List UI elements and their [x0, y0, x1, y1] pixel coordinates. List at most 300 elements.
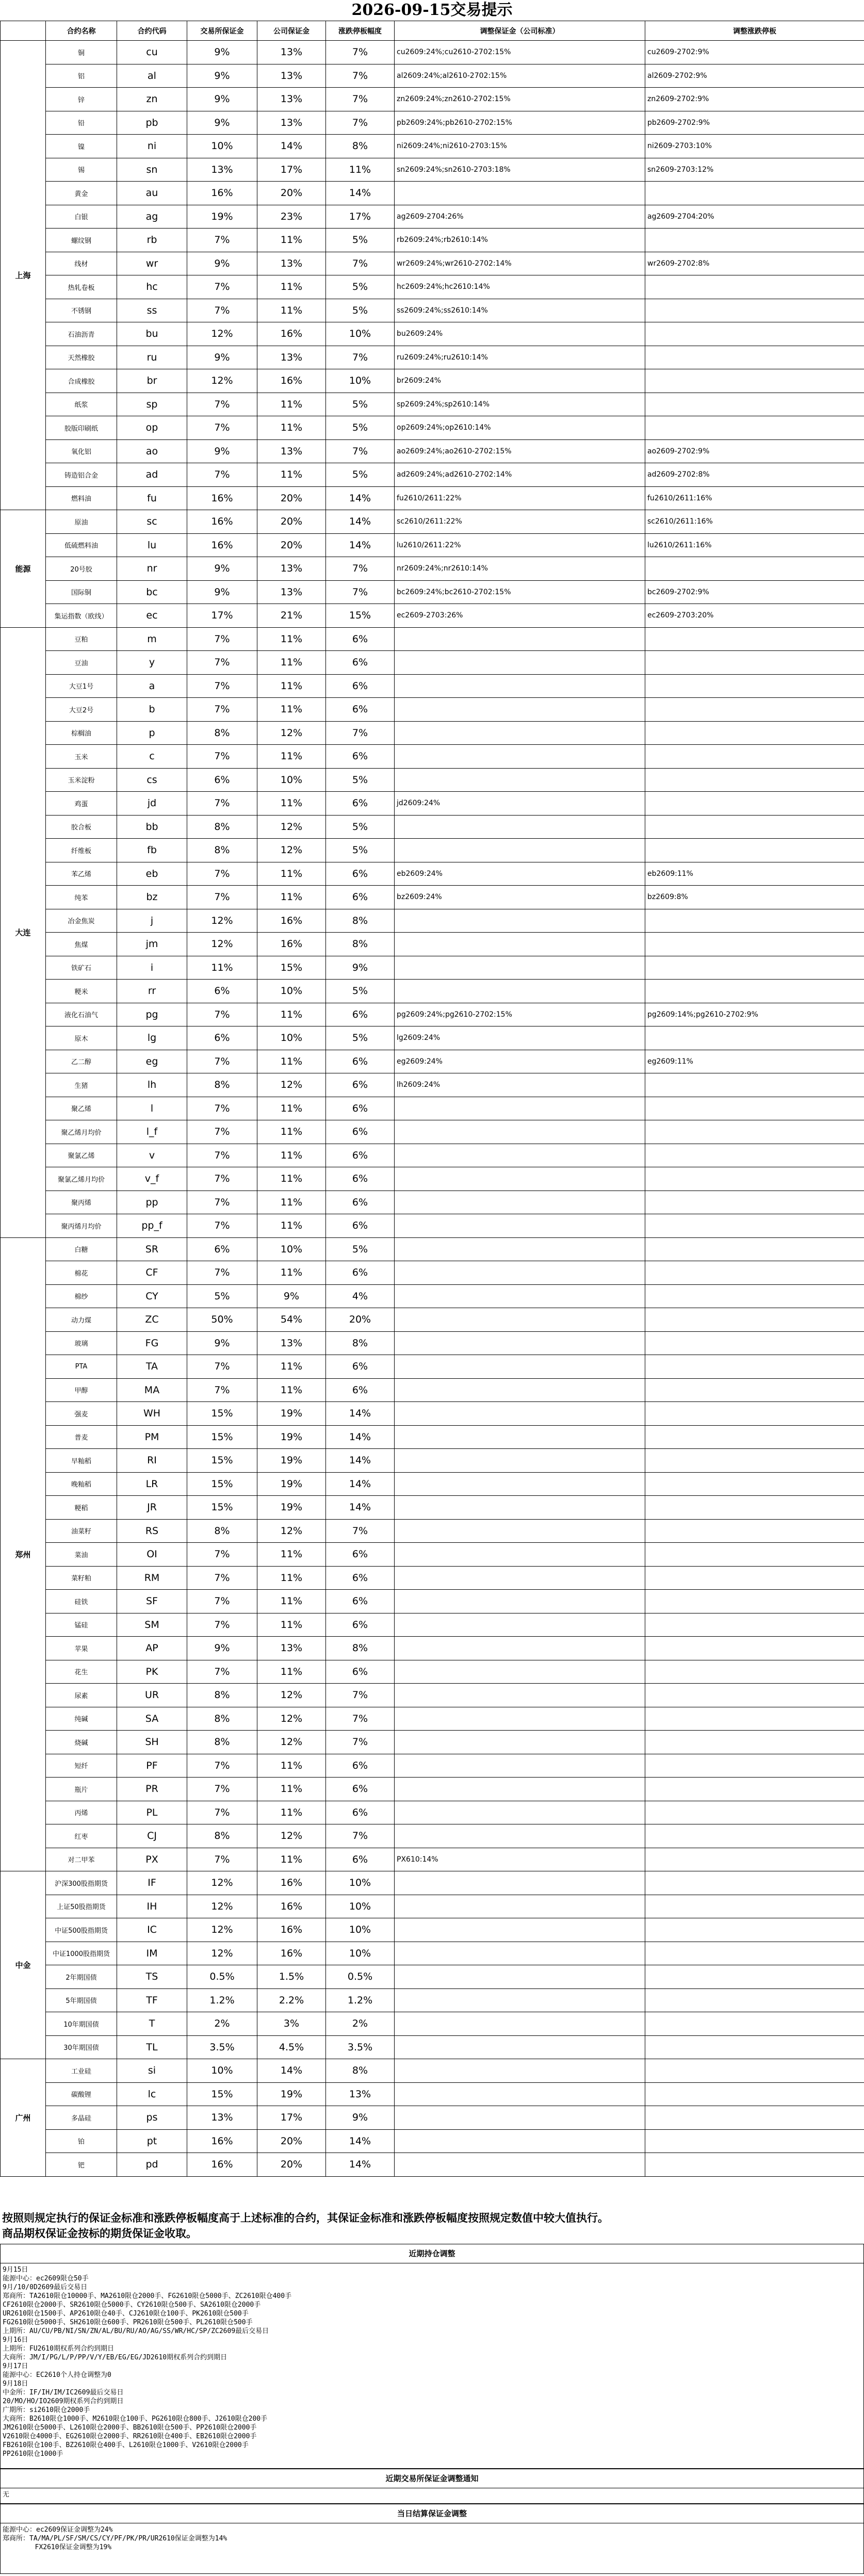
table-row [1, 1543, 864, 1567]
limit-cell: 10% [326, 1918, 395, 1942]
contract-code-cell: pp [117, 1191, 187, 1214]
table-row [1, 1519, 864, 1543]
exchange-margin-cell: 16% [187, 510, 257, 534]
contract-code-cell: cs [117, 768, 187, 792]
table-row [1, 933, 864, 956]
adjusted-margin-cell [395, 956, 645, 980]
table-row [1, 299, 864, 322]
limit-cell: 9% [326, 2106, 395, 2130]
company-margin-cell: 17% [257, 158, 326, 182]
company-margin-cell: 11% [257, 1050, 326, 1073]
company-margin-cell: 11% [257, 674, 326, 698]
table-row [1, 698, 864, 722]
table-row [1, 980, 864, 1003]
company-margin-cell: 11% [257, 275, 326, 299]
adjusted-limit-cell [645, 557, 864, 581]
company-margin-cell: 11% [257, 416, 326, 440]
adjusted-margin-cell: lu2610/2611:22% [395, 533, 645, 557]
limit-cell: 6% [326, 1778, 395, 1801]
limit-cell: 0.5% [326, 1965, 395, 1989]
exchange-margin-cell: 7% [187, 299, 257, 322]
company-margin-cell: 10% [257, 1237, 326, 1261]
company-margin-cell: 16% [257, 1895, 326, 1918]
contract-code-cell: sp [117, 393, 187, 416]
contract-code-cell: l [117, 1097, 187, 1120]
adjusted-limit-cell [645, 1120, 864, 1144]
adjusted-margin-cell [395, 1731, 645, 1754]
table-row [1, 533, 864, 557]
exchange-margin-cell: 12% [187, 1918, 257, 1942]
adjusted-margin-cell [395, 1472, 645, 1496]
limit-cell: 6% [326, 1050, 395, 1073]
company-margin-cell: 20% [257, 182, 326, 205]
company-margin-cell: 13% [257, 252, 326, 275]
adjusted-limit-cell [645, 1590, 864, 1613]
adjusted-margin-cell: lg2609:24% [395, 1026, 645, 1050]
company-margin-cell: 12% [257, 815, 326, 839]
contract-name-cell: 玉米淀粉 [46, 768, 117, 792]
adjusted-limit-cell [645, 651, 864, 675]
table-row [1, 1191, 864, 1214]
table-row [1, 1613, 864, 1637]
contract-name-cell: 天然橡胶 [46, 346, 117, 369]
contract-code-cell: IC [117, 1918, 187, 1942]
limit-cell: 8% [326, 909, 395, 933]
exchange-margin-cell: 7% [187, 1120, 257, 1144]
contract-code-cell: CY [117, 1284, 187, 1308]
table-row [1, 792, 864, 816]
adjusted-limit-cell [645, 1308, 864, 1332]
table-row [1, 64, 864, 88]
limit-cell: 5% [326, 299, 395, 322]
contract-code-cell: lc [117, 2082, 187, 2106]
table-row [1, 2153, 864, 2177]
contract-name-cell: 丙烯 [46, 1801, 117, 1824]
company-margin-cell: 13% [257, 346, 326, 369]
contract-name-cell: 聚乙烯月均价 [46, 1120, 117, 1144]
contract-code-cell: SM [117, 1613, 187, 1637]
table-row [1, 2059, 864, 2083]
adjusted-margin-cell: br2609:24% [395, 369, 645, 393]
adjusted-limit-cell [645, 980, 864, 1003]
adjusted-limit-cell [645, 1848, 864, 1871]
adjusted-limit-cell: sc2610/2611:16% [645, 510, 864, 534]
adjusted-limit-cell [645, 1214, 864, 1238]
adjusted-margin-cell [395, 698, 645, 722]
exchange-margin-cell: 16% [187, 533, 257, 557]
table-row [1, 135, 864, 158]
adjusted-margin-cell [395, 1637, 645, 1660]
exchange-margin-cell: 12% [187, 909, 257, 933]
exchange-margin-cell: 7% [187, 698, 257, 722]
today-settle-text: 能源中心：ec2609保证金调整为24% 郑商所：TA/MA/PL/SF/SM/CS/CY/PF/PK/PR/UR2610保证金调整为14% FX2610保证金调整为19% [3, 2526, 227, 2551]
adjusted-margin-cell: zn2609:24%;zn2610-2702:15% [395, 88, 645, 111]
company-margin-cell: 11% [257, 627, 326, 651]
contract-name-cell: 铂 [46, 2129, 117, 2153]
company-margin-cell: 4.5% [257, 2035, 326, 2059]
contract-code-cell: SA [117, 1707, 187, 1731]
contract-name-cell: 锌 [46, 88, 117, 111]
adjusted-margin-cell [395, 1144, 645, 1167]
company-margin-cell: 13% [257, 439, 326, 463]
adjusted-limit-cell [645, 2082, 864, 2106]
contract-name-cell: 白糖 [46, 1237, 117, 1261]
exchange-margin-cell: 10% [187, 135, 257, 158]
adjusted-margin-cell: bu2609:24% [395, 322, 645, 346]
adjusted-margin-cell [395, 1613, 645, 1637]
contract-name-cell: 对二甲苯 [46, 1848, 117, 1871]
contract-name-cell: 棕榈油 [46, 721, 117, 745]
exchange-margin-cell: 17% [187, 604, 257, 628]
adjusted-margin-cell: rb2609:24%;rb2610:14% [395, 229, 645, 252]
adjusted-margin-cell [395, 1754, 645, 1778]
contract-code-cell: ad [117, 463, 187, 487]
limit-cell: 14% [326, 1425, 395, 1449]
exchange-margin-cell: 8% [187, 1073, 257, 1097]
company-margin-cell: 15% [257, 956, 326, 980]
exchange-margin-cell: 7% [187, 229, 257, 252]
table-row [1, 1167, 864, 1191]
adjusted-margin-cell: ao2609:24%;ao2610-2702:15% [395, 439, 645, 463]
adjusted-limit-cell [645, 1918, 864, 1942]
exchange-margin-cell: 7% [187, 393, 257, 416]
table-row [1, 2082, 864, 2106]
header-limit: 涨跌停板幅度 [326, 21, 395, 41]
limit-cell: 6% [326, 1355, 395, 1379]
limit-cell: 5% [326, 463, 395, 487]
limit-cell: 6% [326, 1120, 395, 1144]
exchange-margin-cell: 19% [187, 205, 257, 229]
adjusted-margin-cell [395, 1543, 645, 1567]
company-margin-cell: 20% [257, 486, 326, 510]
company-margin-cell: 11% [257, 1097, 326, 1120]
table-row [1, 1801, 864, 1824]
adjusted-margin-cell [395, 1918, 645, 1942]
limit-cell: 5% [326, 229, 395, 252]
adjusted-margin-cell [395, 1120, 645, 1144]
table-row [1, 1824, 864, 1848]
adjusted-margin-cell [395, 745, 645, 769]
contract-name-cell: 大豆2号 [46, 698, 117, 722]
company-margin-cell: 12% [257, 1073, 326, 1097]
contract-name-cell: 烧碱 [46, 1731, 117, 1754]
contract-name-cell: 液化石油气 [46, 1003, 117, 1026]
table-row [1, 510, 864, 534]
company-margin-cell: 11% [257, 1566, 326, 1590]
table-row [1, 229, 864, 252]
company-margin-cell: 11% [257, 1613, 326, 1637]
contract-name-cell: 不锈钢 [46, 299, 117, 322]
contract-name-cell: 油菜籽 [46, 1519, 117, 1543]
contract-code-cell: c [117, 745, 187, 769]
adjusted-limit-cell [645, 2153, 864, 2177]
limit-cell: 7% [326, 1731, 395, 1754]
adjusted-margin-cell [395, 1331, 645, 1355]
recent-exchange-text: 无 [3, 2491, 10, 2499]
adjusted-margin-cell: sp2609:24%;sp2610:14% [395, 393, 645, 416]
contract-name-cell: 菜油 [46, 1543, 117, 1567]
adjusted-limit-cell [645, 229, 864, 252]
company-margin-cell: 11% [257, 1590, 326, 1613]
adjusted-limit-cell [645, 1167, 864, 1191]
contract-name-cell: 聚乙烯 [46, 1097, 117, 1120]
contract-name-cell: 纯苯 [46, 886, 117, 909]
adjusted-limit-cell [645, 1613, 864, 1637]
exchange-margin-cell: 7% [187, 1378, 257, 1402]
exchange-margin-cell: 7% [187, 1003, 257, 1026]
exchange-cell: 中金 [1, 1871, 46, 2059]
adjusted-limit-cell [645, 369, 864, 393]
adjusted-limit-cell [645, 1824, 864, 1848]
adjusted-margin-cell: nr2609:24%;nr2610:14% [395, 557, 645, 581]
contract-code-cell: b [117, 698, 187, 722]
limit-cell: 10% [326, 1871, 395, 1895]
contract-name-cell: 菜籽粕 [46, 1566, 117, 1590]
company-margin-cell: 11% [257, 1167, 326, 1191]
adjusted-limit-cell [645, 2035, 864, 2059]
contract-code-cell: a [117, 674, 187, 698]
limit-cell: 5% [326, 815, 395, 839]
adjusted-margin-cell [395, 933, 645, 956]
adjusted-limit-cell [645, 792, 864, 816]
limit-cell: 8% [326, 1331, 395, 1355]
limit-cell: 10% [326, 1942, 395, 1965]
company-margin-cell: 12% [257, 1824, 326, 1848]
table-row [1, 252, 864, 275]
table-row [1, 1871, 864, 1895]
adjusted-limit-cell: cu2609-2702:9% [645, 41, 864, 64]
adjusted-margin-cell [395, 1097, 645, 1120]
limit-cell: 3.5% [326, 2035, 395, 2059]
contract-name-cell: 白银 [46, 205, 117, 229]
contract-name-cell: 甲醇 [46, 1378, 117, 1402]
contract-name-cell: 花生 [46, 1660, 117, 1684]
contract-code-cell: eb [117, 862, 187, 886]
exchange-cell: 能源 [1, 510, 46, 628]
contract-code-cell: v_f [117, 1167, 187, 1191]
contract-code-cell: ss [117, 299, 187, 322]
exchange-margin-cell: 7% [187, 1848, 257, 1871]
contract-code-cell: PM [117, 1425, 187, 1449]
adjusted-margin-cell [395, 2129, 645, 2153]
adjusted-limit-cell [645, 768, 864, 792]
contract-name-cell: 钯 [46, 2153, 117, 2177]
adjusted-limit-cell [645, 1519, 864, 1543]
adjusted-margin-cell: ss2609:24%;ss2610:14% [395, 299, 645, 322]
table-row [1, 1848, 864, 1871]
contract-code-cell: PL [117, 1801, 187, 1824]
company-margin-cell: 2.2% [257, 1988, 326, 2012]
table-row [1, 111, 864, 135]
table-row [1, 1144, 864, 1167]
table-row [1, 1566, 864, 1590]
contract-code-cell: v [117, 1144, 187, 1167]
company-margin-cell: 11% [257, 1191, 326, 1214]
contract-code-cell: fu [117, 486, 187, 510]
adjusted-margin-cell [395, 1660, 645, 1684]
limit-cell: 5% [326, 393, 395, 416]
adjusted-margin-cell: hc2609:24%;hc2610:14% [395, 275, 645, 299]
contract-code-cell: bb [117, 815, 187, 839]
limit-cell: 6% [326, 1214, 395, 1238]
exchange-margin-cell: 7% [187, 1613, 257, 1637]
adjusted-margin-cell: ad2609:24%;ad2610-2702:14% [395, 463, 645, 487]
contract-name-cell: 沪深300股指期货 [46, 1871, 117, 1895]
company-margin-cell: 11% [257, 698, 326, 722]
adjusted-margin-cell [395, 909, 645, 933]
limit-cell: 9% [326, 956, 395, 980]
limit-cell: 6% [326, 862, 395, 886]
table-row [1, 393, 864, 416]
contract-name-cell: 苯乙烯 [46, 862, 117, 886]
exchange-margin-cell: 9% [187, 557, 257, 581]
contract-name-cell: 石油沥青 [46, 322, 117, 346]
contract-code-cell: al [117, 64, 187, 88]
contract-name-cell: 玻璃 [46, 1331, 117, 1355]
company-margin-cell: 11% [257, 1214, 326, 1238]
contract-name-cell: 合成橡胶 [46, 369, 117, 393]
contract-name-cell: 聚丙烯月均价 [46, 1214, 117, 1238]
company-margin-cell: 12% [257, 1731, 326, 1754]
contract-name-cell: 粳米 [46, 980, 117, 1003]
limit-cell: 7% [326, 252, 395, 275]
contract-code-cell: PR [117, 1778, 187, 1801]
table-row [1, 815, 864, 839]
adjusted-limit-cell [645, 1965, 864, 1989]
adjusted-limit-cell: al2609-2702:9% [645, 64, 864, 88]
adjusted-margin-cell [395, 1449, 645, 1473]
exchange-margin-cell: 7% [187, 1261, 257, 1285]
exchange-margin-cell: 7% [187, 1144, 257, 1167]
limit-cell: 10% [326, 369, 395, 393]
table-row [1, 1754, 864, 1778]
limit-cell: 6% [326, 1097, 395, 1120]
company-margin-cell: 11% [257, 745, 326, 769]
limit-cell: 6% [326, 1848, 395, 1871]
contract-name-cell: 棉纱 [46, 1284, 117, 1308]
contract-name-cell: 10年期国债 [46, 2012, 117, 2036]
contract-name-cell: 早籼稻 [46, 1449, 117, 1473]
exchange-margin-cell: 1.2% [187, 1988, 257, 2012]
company-margin-cell: 11% [257, 862, 326, 886]
table-row [1, 1988, 864, 2012]
adjusted-margin-cell: eg2609:24% [395, 1050, 645, 1073]
table-row [1, 651, 864, 675]
contract-code-cell: ao [117, 439, 187, 463]
limit-cell: 7% [326, 580, 395, 604]
contract-code-cell: jd [117, 792, 187, 816]
adjusted-limit-cell: pb2609-2702:9% [645, 111, 864, 135]
contract-code-cell: sc [117, 510, 187, 534]
exchange-margin-cell: 16% [187, 2129, 257, 2153]
contract-code-cell: wr [117, 252, 187, 275]
exchange-margin-cell: 7% [187, 1543, 257, 1567]
adjusted-limit-cell: sn2609-2703:12% [645, 158, 864, 182]
contract-code-cell: jm [117, 933, 187, 956]
adjusted-limit-cell: eg2609:11% [645, 1050, 864, 1073]
exchange-margin-cell: 16% [187, 2153, 257, 2177]
company-margin-cell: 19% [257, 1472, 326, 1496]
exchange-margin-cell: 6% [187, 768, 257, 792]
limit-cell: 5% [326, 839, 395, 862]
contract-name-cell: 铸造铝合金 [46, 463, 117, 487]
contract-code-cell: l_f [117, 1120, 187, 1144]
adjusted-margin-cell [395, 1167, 645, 1191]
table-row [1, 1308, 864, 1332]
limit-cell: 6% [326, 792, 395, 816]
adjusted-margin-cell [395, 2106, 645, 2130]
company-margin-cell: 11% [257, 1144, 326, 1167]
company-margin-cell: 17% [257, 2106, 326, 2130]
exchange-margin-cell: 7% [187, 1355, 257, 1379]
contract-name-cell: 强麦 [46, 1402, 117, 1426]
company-margin-cell: 11% [257, 1355, 326, 1379]
contract-name-cell: 国际铜 [46, 580, 117, 604]
table-row [1, 416, 864, 440]
limit-cell: 14% [326, 486, 395, 510]
limit-cell: 6% [326, 1613, 395, 1637]
limit-cell: 11% [326, 158, 395, 182]
adjusted-limit-cell: bz2609:8% [645, 886, 864, 909]
exchange-margin-cell: 7% [187, 275, 257, 299]
company-margin-cell: 16% [257, 1942, 326, 1965]
limit-cell: 6% [326, 1754, 395, 1778]
contract-code-cell: y [117, 651, 187, 675]
adjusted-limit-cell [645, 299, 864, 322]
contract-code-cell: pp_f [117, 1214, 187, 1238]
contract-name-cell: 碳酸锂 [46, 2082, 117, 2106]
contract-code-cell: FG [117, 1331, 187, 1355]
company-margin-cell: 11% [257, 393, 326, 416]
table-row [1, 2106, 864, 2130]
exchange-margin-cell: 5% [187, 1284, 257, 1308]
contract-code-cell: rb [117, 229, 187, 252]
adjusted-limit-cell [645, 182, 864, 205]
adjusted-limit-cell: pg2609:14%;pg2610-2702:9% [645, 1003, 864, 1026]
adjusted-limit-cell [645, 1425, 864, 1449]
limit-cell: 6% [326, 1566, 395, 1590]
table-row [1, 1425, 864, 1449]
exchange-margin-cell: 7% [187, 862, 257, 886]
exchange-margin-cell: 7% [187, 1214, 257, 1238]
contract-name-cell: 鸡蛋 [46, 792, 117, 816]
table-row [1, 346, 864, 369]
exchange-margin-cell: 7% [187, 1191, 257, 1214]
adjusted-limit-cell [645, 1284, 864, 1308]
limit-cell: 7% [326, 64, 395, 88]
exchange-margin-cell: 6% [187, 1026, 257, 1050]
contract-name-cell: 热轧卷板 [46, 275, 117, 299]
contract-code-cell: pd [117, 2153, 187, 2177]
limit-cell: 7% [326, 439, 395, 463]
adjusted-margin-cell: jd2609:24% [395, 792, 645, 816]
company-margin-cell: 13% [257, 1637, 326, 1660]
adjusted-margin-cell [395, 1355, 645, 1379]
limit-cell: 6% [326, 1191, 395, 1214]
adjusted-margin-cell: wr2609:24%;wr2610-2702:14% [395, 252, 645, 275]
exchange-margin-cell: 12% [187, 369, 257, 393]
company-margin-cell: 11% [257, 299, 326, 322]
table-row [1, 604, 864, 628]
adjusted-margin-cell: bc2609:24%;bc2610-2702:15% [395, 580, 645, 604]
adjusted-limit-cell: wr2609-2702:8% [645, 252, 864, 275]
exchange-margin-cell: 7% [187, 1801, 257, 1824]
adjusted-limit-cell [645, 1402, 864, 1426]
company-margin-cell: 19% [257, 2082, 326, 2106]
exchange-cell: 广州 [1, 2059, 46, 2177]
company-margin-cell: 11% [257, 463, 326, 487]
table-row [1, 674, 864, 698]
